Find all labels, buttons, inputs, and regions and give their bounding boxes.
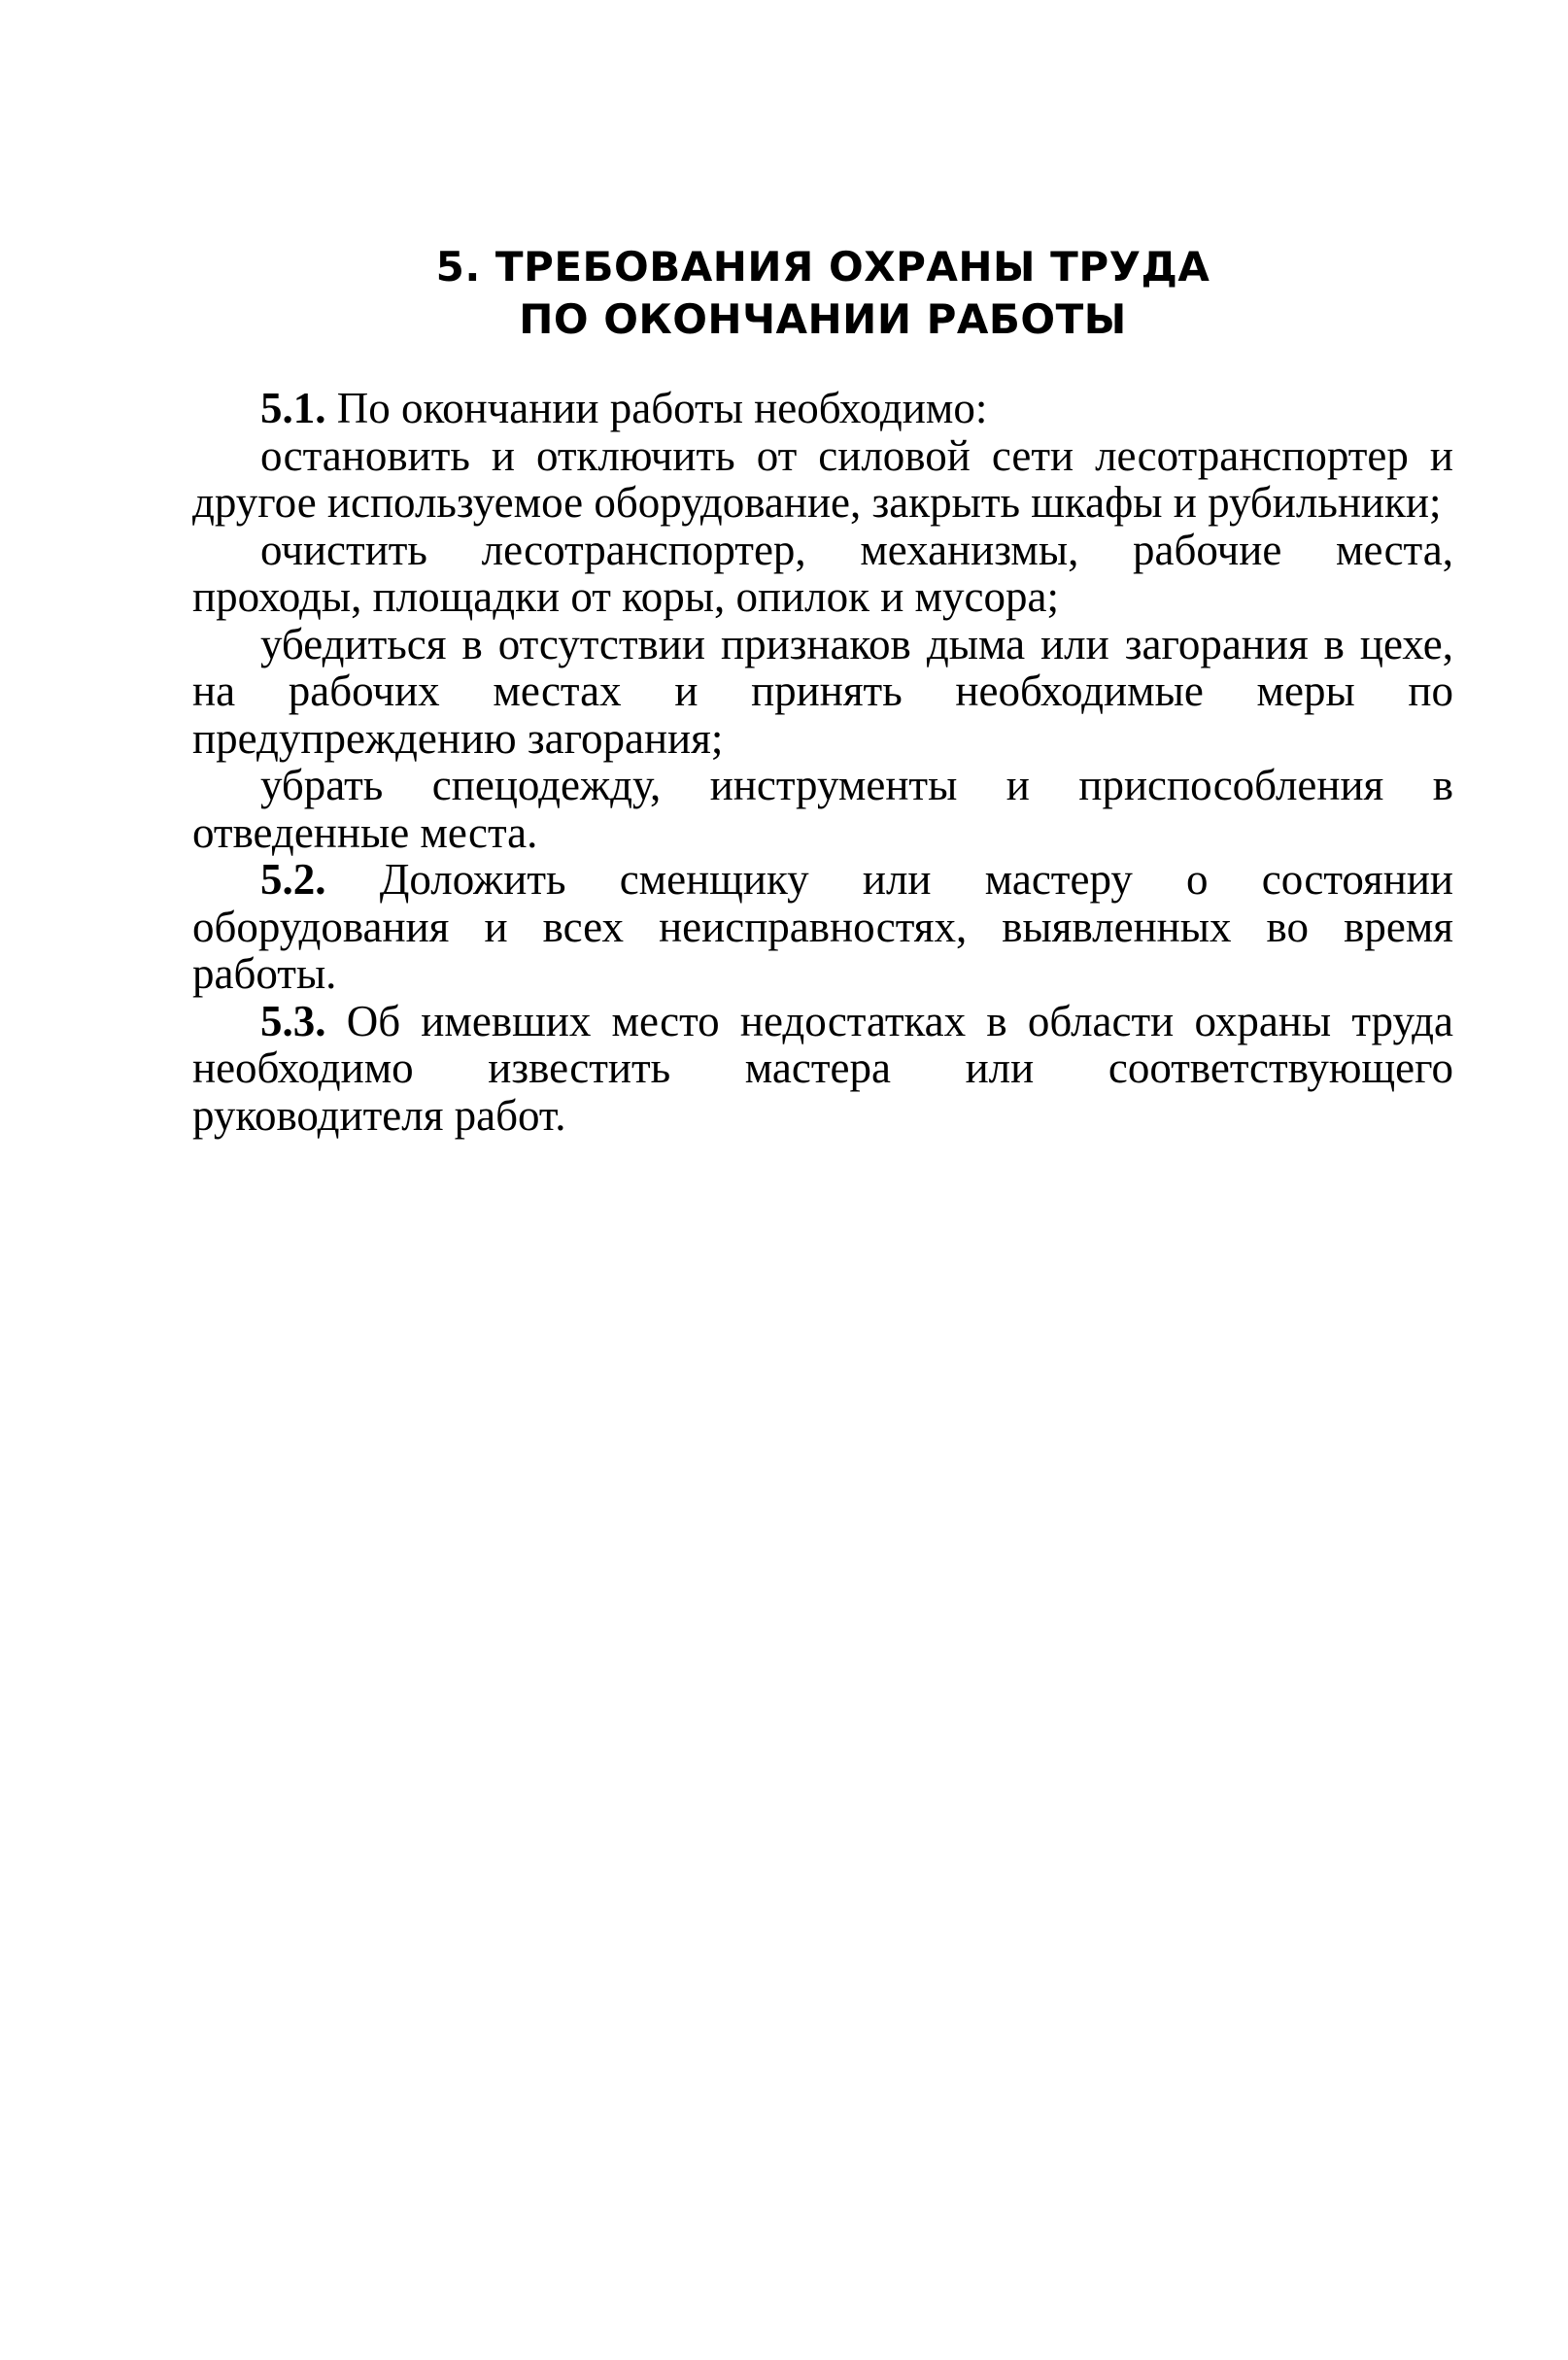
paragraph-text: По окончании работы необходимо: — [325, 384, 988, 432]
paragraph-5-3 — [192, 998, 1453, 1140]
list-item-clean-workplace — [192, 527, 1453, 621]
list-item-stop-equipment — [192, 432, 1453, 527]
list-item-store-clothing — [192, 762, 1453, 856]
section-body — [192, 385, 1453, 1139]
paragraph-text: очистить лесотранспортер, механизмы, рабочие места, проходы, площадки от коры, опилок и мусора; — [192, 525, 1453, 621]
paragraph-5-2 — [192, 856, 1453, 998]
list-item-check-fire — [192, 621, 1453, 763]
document-page — [192, 241, 1453, 1139]
paragraph-number: 5.2. — [260, 855, 326, 904]
paragraph-text: остановить и отключить от силовой сети лесотранспортер и другое используемое оборудование, закрыть шкафы и рубильники; — [192, 430, 1453, 527]
section-heading — [192, 241, 1453, 346]
paragraph-text: Об имевших место недостатках в области охраны труда необходимо известить мастера или соответствующего руководителя работ. — [192, 996, 1453, 1140]
section-title-line-2: ПО ОКОНЧАНИИ РАБОТЫ — [519, 295, 1127, 343]
paragraph-number: 5.1. — [260, 384, 326, 432]
paragraph-number: 5.3. — [260, 996, 326, 1045]
paragraph-text: убедиться в отсутствии признаков дыма или загорания в цехе, на рабочих местах и принять необходимые меры по предупреждению загорания; — [192, 619, 1453, 763]
paragraph-text: убрать спецодежду, инструменты и приспособления в отведенные места. — [192, 761, 1453, 857]
paragraph-text: Доложить сменщику или мастеру о состоянии оборудования и всех неисправностях, выявленных во время работы. — [192, 855, 1453, 998]
paragraph-5-1 — [192, 385, 1453, 432]
section-title-line-1: 5. ТРЕБОВАНИЯ ОХРАНЫ ТРУДА — [435, 243, 1210, 291]
